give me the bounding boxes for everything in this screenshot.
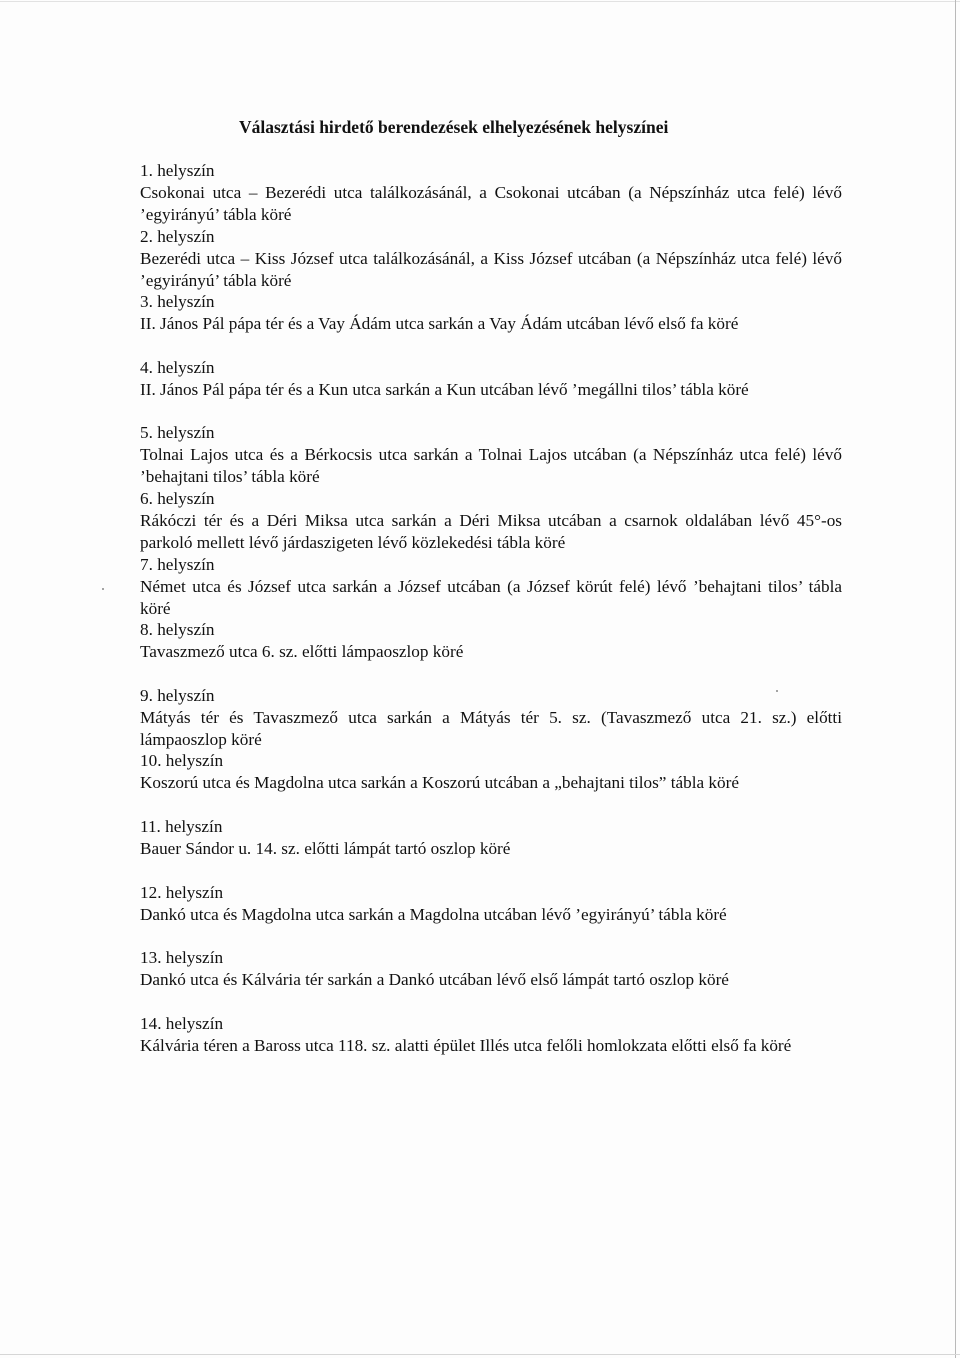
- location-entry: [140, 750, 842, 816]
- location-entry: [140, 947, 842, 1013]
- location-entry: [140, 422, 842, 488]
- location-entry: [140, 291, 842, 357]
- location-description: Német utca és József utca sarkán a József utcában (a József körút felé) lévő ’behajtani tilos’ tábla köré: [140, 576, 842, 618]
- location-entry: [140, 619, 842, 685]
- location-description: Tavaszmező utca 6. sz. előtti lámpaoszlop köré: [140, 642, 464, 662]
- scan-top-edge: [0, 1, 960, 2]
- location-number: 11. helyszín: [140, 816, 223, 836]
- location-number: 7. helyszín: [140, 554, 215, 574]
- location-list: [140, 160, 842, 1078]
- location-entry: [140, 1013, 842, 1079]
- location-description: Bauer Sándor u. 14. sz. előtti lámpát tartó oszlop köré: [140, 838, 511, 858]
- location-description: Rákóczi tér és a Déri Miksa utca sarkán a Déri Miksa utcában a csarnok oldalában lévő 45°-os parkoló mellett lévő járdaszigeten lévő közlekedési tábla köré: [140, 510, 842, 552]
- location-entry: [140, 816, 842, 882]
- location-number: 10. helyszín: [140, 751, 224, 771]
- location-description: Dankó utca és Magdolna utca sarkán a Magdolna utcában lévő ’egyirányú’ tábla köré: [140, 904, 727, 924]
- location-number: 1. helyszín: [140, 161, 215, 180]
- location-description: II. János Pál pápa tér és a Vay Ádám utca sarkán a Vay Ádám utcában lévő első fa köré: [140, 314, 739, 334]
- location-number: 6. helyszín: [140, 488, 215, 508]
- location-description: II. János Pál pápa tér és a Kun utca sarkán a Kun utcában lévő ’megállni tilos’ tábla köré: [140, 379, 749, 399]
- scan-right-edge: [955, 0, 956, 1358]
- document-title: Választási hirdető berendezések elhelyezésének helyszínei: [239, 117, 669, 137]
- location-number: 14. helyszín: [140, 1013, 224, 1033]
- location-entry: [140, 882, 842, 948]
- scan-speck: [776, 690, 778, 692]
- location-entry: [140, 357, 842, 423]
- location-number: 5. helyszín: [140, 423, 215, 443]
- scan-speck: [102, 588, 104, 590]
- scan-bottom-edge: [0, 1354, 960, 1355]
- location-description: Dankó utca és Kálvária tér sarkán a Dankó utcában lévő első lámpát tartó oszlop köré: [140, 970, 729, 990]
- location-description: Mátyás tér és Tavaszmező utca sarkán a Mátyás tér 5. sz. (Tavaszmező utca 21. sz.) előtti lámpaoszlop köré: [140, 707, 842, 749]
- location-entry: [140, 160, 842, 226]
- location-entry: [140, 488, 842, 554]
- location-entry: [140, 226, 842, 292]
- location-entry: [140, 554, 842, 620]
- location-entry: [140, 685, 842, 751]
- location-number: 2. helyszín: [140, 226, 215, 246]
- location-number: 3. helyszín: [140, 292, 215, 312]
- location-number: 9. helyszín: [140, 685, 215, 705]
- location-number: 4. helyszín: [140, 357, 215, 377]
- location-description: Bezerédi utca – Kiss József utca találkozásánál, a Kiss József utcában (a Népszínház utca felé) lévő ’egyirányú’ tábla köré: [140, 248, 842, 290]
- location-number: 12. helyszín: [140, 882, 224, 902]
- location-description: Kálvária téren a Baross utca 118. sz. alatti épület Illés utca felőli homlokzata előtti első fa köré: [140, 1035, 792, 1055]
- location-description: Tolnai Lajos utca és a Bérkocsis utca sarkán a Tolnai Lajos utcában (a Népszínház utca felé) lévő ’behajtani tilos’ tábla köré: [140, 445, 842, 487]
- location-number: 8. helyszín: [140, 620, 215, 640]
- location-description: Csokonai utca – Bezerédi utca találkozásánál, a Csokonai utcában (a Népszínház utca felé) lévő ’egyirányú’ tábla köré: [140, 183, 842, 224]
- location-description: Koszorú utca és Magdolna utca sarkán a Koszorú utcában a „behajtani tilos” tábla köré: [140, 773, 739, 793]
- location-number: 13. helyszín: [140, 948, 224, 968]
